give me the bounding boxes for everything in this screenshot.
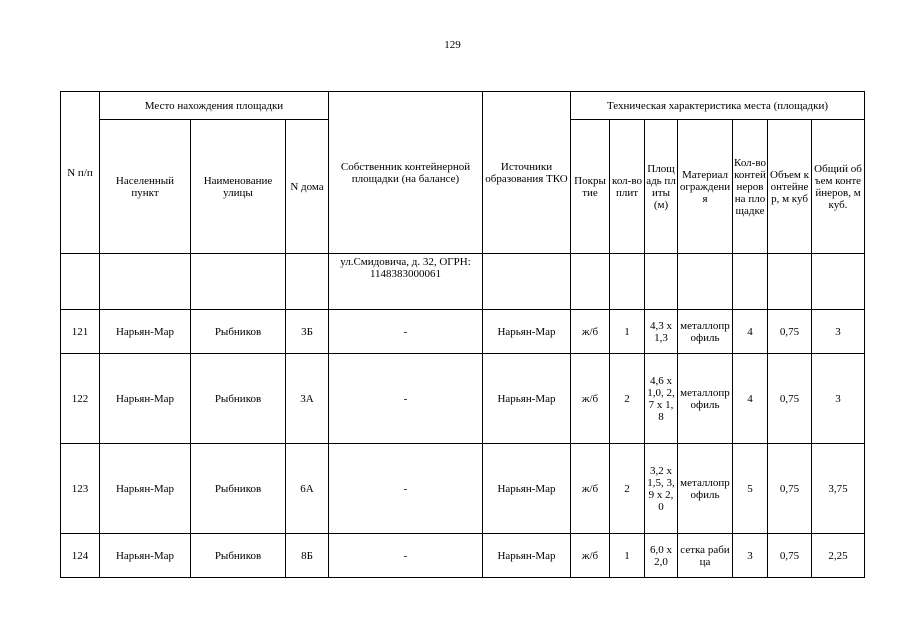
cell-street: Рыбников [191,354,286,444]
container-sites-table [60,91,865,578]
cell-source: Нарьян-Мар [483,310,571,354]
cell-locality: Нарьян-Мар [100,534,191,578]
header-street: Наименование улицы [191,120,286,254]
header-owner: Собственник контейнерной площадки (на балансе) [329,92,483,254]
cell-total: 3,75 [812,444,865,534]
cell-slabs: 1 [610,534,645,578]
table-row [61,310,865,354]
owner-info: ул.Смидовича, д. 32, ОГРН: 1148383000061 [329,254,483,310]
header-source: Источники образования ТКО [483,92,571,254]
header-locality: Населенный пункт [100,120,191,254]
cell-surface: ж/б [571,444,610,534]
cell-surface: ж/б [571,310,610,354]
cell-n: 124 [61,534,100,578]
cell-owner: - [329,444,483,534]
cell-source: Нарьян-Мар [483,444,571,534]
header-container-volume: Объем контейнер, м куб [768,120,812,254]
cell-street: Рыбников [191,444,286,534]
cell-area: 6,0 x 2,0 [645,534,678,578]
cell-containers: 4 [733,310,768,354]
cell-slabs: 2 [610,354,645,444]
cell-fence: металлопрофиль [678,444,733,534]
header-house: N дома [286,120,329,254]
header-slab-count: кол-во плит [610,120,645,254]
cell-area: 4,3 x 1,3 [645,310,678,354]
cell-slabs: 2 [610,444,645,534]
cell-locality: Нарьян-Мар [100,310,191,354]
cell-area: 3,2 x 1,5, 3,9 x 2,0 [645,444,678,534]
cell-owner: - [329,534,483,578]
cell-total: 2,25 [812,534,865,578]
cell-containers: 4 [733,354,768,444]
header-location-group: Место нахождения площадки [100,92,329,120]
cell-volume: 0,75 [768,534,812,578]
cell-house: 3Б [286,310,329,354]
cell-locality: Нарьян-Мар [100,354,191,444]
cell-source: Нарьян-Мар [483,534,571,578]
cell-area: 4,6 x 1,0, 2,7 x 1,8 [645,354,678,444]
cell-volume: 0,75 [768,444,812,534]
header-container-count: Кол-во контейнеров на площадке [733,120,768,254]
cell-n: 123 [61,444,100,534]
table-row [61,534,865,578]
cell-source: Нарьян-Мар [483,354,571,444]
header-surface: Покрытие [571,120,610,254]
header-fence-material: Материал ограждения [678,120,733,254]
cell-volume: 0,75 [768,310,812,354]
cell-house: 6А [286,444,329,534]
cell-volume: 0,75 [768,354,812,444]
cell-n: 122 [61,354,100,444]
cell-owner: - [329,310,483,354]
cell-fence: металлопрофиль [678,354,733,444]
cell-street: Рыбников [191,310,286,354]
cell-owner: - [329,354,483,444]
cell-street: Рыбников [191,534,286,578]
cell-locality: Нарьян-Мар [100,444,191,534]
page-number: 129 [444,39,461,51]
cell-surface: ж/б [571,534,610,578]
cell-house: 3А [286,354,329,444]
cell-total: 3 [812,354,865,444]
cell-total: 3 [812,310,865,354]
header-total-volume: Общий объем контейнеров, м куб. [812,120,865,254]
cell-containers: 3 [733,534,768,578]
header-n: N п/п [61,92,100,254]
table-row [61,444,865,534]
cell-n: 121 [61,310,100,354]
cell-fence: металлопрофиль [678,310,733,354]
header-slab-area: Площадь плиты (м) [645,120,678,254]
cell-containers: 5 [733,444,768,534]
cell-surface: ж/б [571,354,610,444]
cell-fence: сетка рабица [678,534,733,578]
header-tech-group: Техническая характеристика места (площадки) [571,92,865,120]
table-row [61,354,865,444]
cell-house: 8Б [286,534,329,578]
cell-slabs: 1 [610,310,645,354]
